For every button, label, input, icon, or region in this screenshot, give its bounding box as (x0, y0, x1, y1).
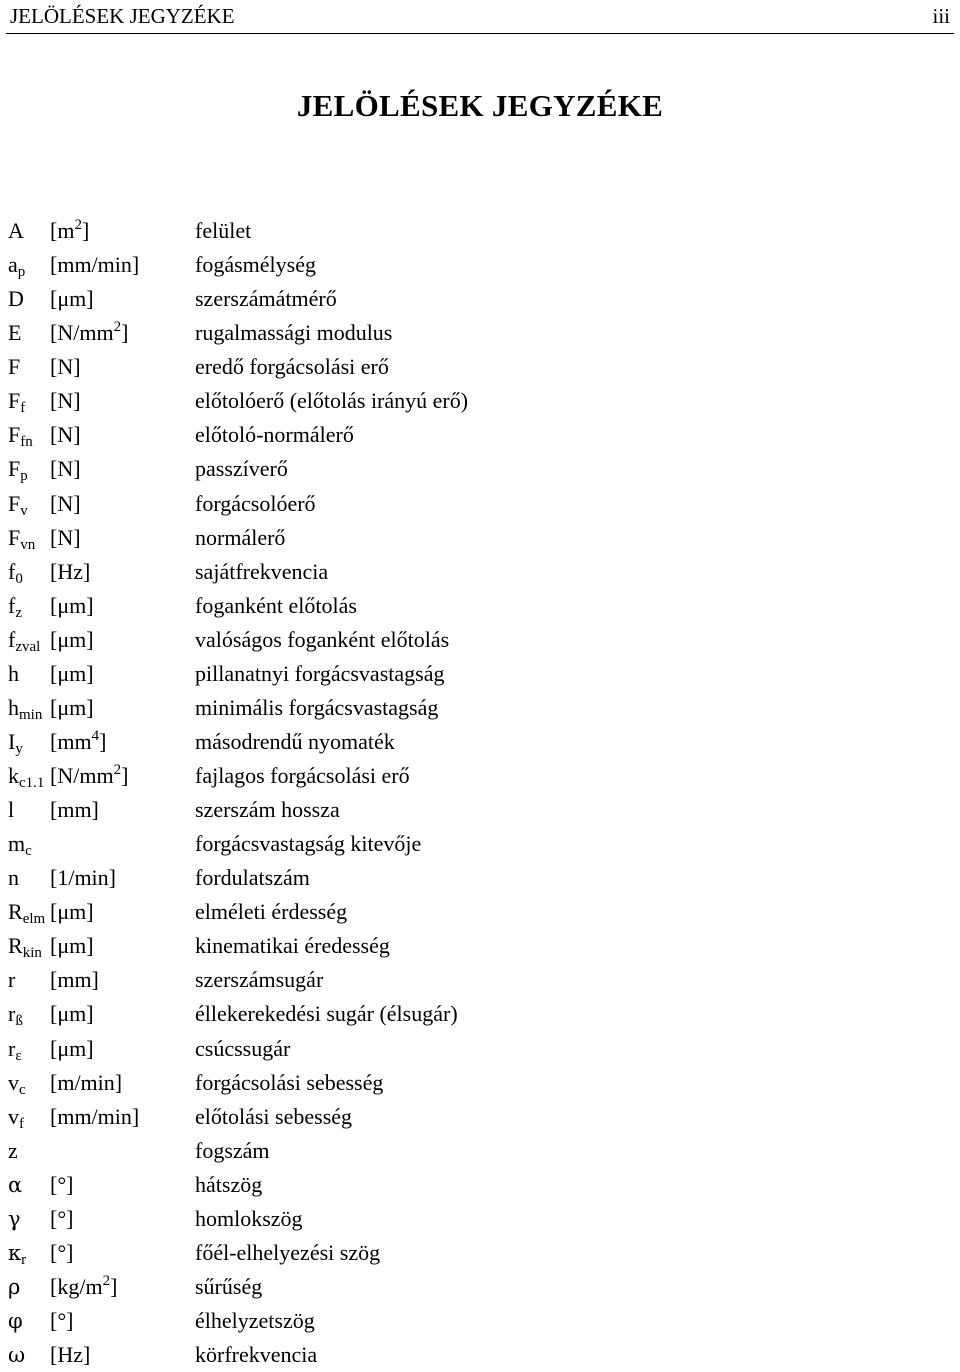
notation-symbol (8, 1100, 24, 1137)
notation-description: forgácsolási sebesség (195, 1069, 384, 1095)
symbol-base: r (8, 1035, 16, 1061)
unit-text: [N] (50, 354, 81, 380)
notation-symbol (8, 1168, 22, 1202)
notation-description: éllekerekedési sugár (élsugár) (195, 1001, 458, 1027)
running-header-title: JELÖLÉSEK JEGYZÉKE (10, 4, 235, 28)
notation-unit (50, 1168, 73, 1202)
unit-text: [μm] (50, 1001, 94, 1027)
notation-unit (50, 1236, 73, 1270)
notation-row (0, 623, 960, 657)
notation-row (0, 521, 960, 555)
notation-symbol (8, 1304, 23, 1338)
symbol-base: I (8, 728, 16, 754)
unit-text: [N] (50, 422, 81, 448)
notation-description: fordulatszám (195, 865, 310, 891)
notation-symbol (8, 418, 33, 455)
notation-description: pillanatnyi forgácsvastagság (195, 660, 445, 686)
symbol-subscript: vn (20, 536, 36, 553)
unit-text: [μm] (50, 592, 94, 618)
unit-text: [Hz] (50, 558, 91, 584)
notation-symbol (8, 997, 23, 1034)
notation-unit (50, 963, 99, 997)
symbol-base: r (8, 967, 16, 993)
notation-row (0, 895, 960, 929)
notation-symbol (8, 827, 32, 864)
unit-text: [N/mm (50, 763, 114, 788)
notation-unit (50, 282, 94, 316)
symbol-base: h (8, 660, 19, 686)
notation-row (0, 725, 960, 759)
symbol-subscript: f (20, 400, 26, 417)
unit-text: [mm] (50, 967, 99, 993)
notation-symbol (8, 793, 14, 827)
notation-description: passzíverő (195, 456, 288, 482)
notation-symbol (8, 1134, 18, 1168)
notation-description: előtolóerő (előtolás irányú erő) (195, 388, 469, 414)
unit-text: [°] (50, 1239, 74, 1265)
notation-unit (50, 1202, 73, 1236)
unit-text: [μm] (50, 660, 94, 686)
symbol-base: v (8, 1069, 19, 1095)
notation-symbol (8, 1032, 22, 1069)
notation-description: eredő forgácsolási erő (195, 354, 389, 380)
notation-row (0, 861, 960, 895)
unit-text: [mm/min] (50, 1103, 140, 1129)
notation-description: valóságos foganként előtolás (195, 626, 450, 652)
symbol-base: l (8, 797, 15, 823)
notation-unit (50, 1338, 90, 1372)
unit-text: [mm] (50, 797, 99, 823)
page-title: JELÖLÉSEK JEGYZÉKE (296, 88, 664, 123)
notation-row (0, 997, 960, 1031)
symbol-subscript: r (21, 1251, 27, 1268)
notation-unit (50, 452, 81, 486)
symbol-subscript: 0 (15, 570, 23, 587)
notation-row (0, 350, 960, 384)
notation-row (0, 793, 960, 827)
symbol-base: F (8, 456, 21, 482)
symbol-base: A (8, 218, 24, 243)
unit-text: [μm] (50, 286, 94, 312)
unit-text: [mm (50, 728, 92, 754)
symbol-base: R (8, 899, 23, 925)
notation-description: kinematikai éredesség (195, 933, 390, 959)
symbol-subscript: f (19, 1115, 24, 1132)
unit-text: [μm] (50, 694, 94, 720)
notation-symbol (8, 725, 23, 762)
notation-row (0, 248, 960, 282)
notation-row (0, 452, 960, 486)
notation-description: forgácsolóerő (195, 490, 316, 516)
notation-description: főél-elhelyezési szög (195, 1239, 381, 1265)
unit-text-end: ] (121, 320, 129, 346)
notation-symbol (8, 555, 23, 592)
notation-unit (50, 555, 90, 589)
unit-text: [μm] (50, 933, 94, 959)
unit-text: [°] (50, 1308, 74, 1333)
symbol-subscript: c (25, 843, 32, 860)
notation-symbol (8, 214, 24, 248)
notation-row (0, 1304, 960, 1338)
notation-row (0, 1100, 960, 1134)
notation-description: szerszámsugár (195, 967, 324, 993)
symbol-base: α (8, 1172, 23, 1197)
notation-row (0, 589, 960, 623)
notation-symbol (8, 1270, 20, 1304)
unit-exponent: 2 (113, 762, 122, 778)
unit-text: [μm] (50, 899, 94, 925)
notation-unit (50, 214, 89, 251)
unit-text: [N] (50, 524, 81, 550)
notation-description: szerszám hossza (195, 797, 340, 823)
notation-symbol (8, 1338, 25, 1372)
unit-exponent: 2 (74, 217, 82, 233)
unit-text: [°] (50, 1205, 74, 1231)
notation-unit (50, 350, 81, 384)
symbol-base: γ (8, 1206, 21, 1231)
notation-row (0, 214, 960, 248)
notation-symbol (8, 691, 42, 728)
notation-description: körfrekvencia (195, 1342, 318, 1368)
symbol-base: f (8, 592, 16, 618)
notation-unit (50, 725, 106, 762)
notation-symbol (8, 657, 19, 691)
symbol-base: f (8, 558, 16, 584)
symbol-base: v (8, 1103, 19, 1129)
notation-symbol (8, 1202, 21, 1236)
notation-symbol (8, 521, 35, 558)
symbol-subscript: v (20, 502, 28, 519)
symbol-subscript: z (15, 604, 22, 621)
symbol-base: F (8, 422, 21, 448)
notation-unit (50, 1032, 94, 1066)
symbol-subscript: elm (22, 911, 46, 928)
unit-text: [°] (50, 1171, 74, 1197)
unit-exponent: 2 (102, 1272, 111, 1289)
notation-symbol (8, 895, 45, 932)
symbol-base: ρ (8, 1274, 21, 1299)
symbol-subscript: min (19, 706, 43, 723)
symbol-base: F (8, 388, 21, 414)
notation-symbol (8, 1236, 26, 1273)
notation-symbol (8, 384, 25, 421)
notation-description: előtolási sebesség (195, 1103, 353, 1129)
unit-text: [Hz] (50, 1342, 91, 1368)
notation-symbol (8, 282, 24, 316)
notation-row (0, 384, 960, 418)
notation-row (0, 1236, 960, 1270)
symbol-base: a (8, 252, 18, 278)
running-header (6, 0, 954, 34)
symbol-subscript: c (19, 1081, 26, 1098)
notation-unit (50, 759, 128, 796)
notation-description: foganként előtolás (195, 592, 357, 618)
unit-text: [m/min] (50, 1069, 123, 1095)
notation-symbol (8, 623, 40, 660)
notation-row (0, 1032, 960, 1066)
notation-row (0, 282, 960, 316)
notation-symbol (8, 350, 20, 384)
notation-unit (50, 316, 128, 353)
notation-description: fajlagos forgácsolási erő (195, 763, 410, 788)
notation-unit (50, 384, 81, 418)
notation-description: felület (195, 218, 252, 243)
notation-symbol (8, 861, 19, 895)
notation-description: rugalmassági modulus (195, 320, 393, 346)
unit-exponent: 2 (113, 319, 122, 336)
symbol-base: F (8, 354, 21, 380)
notation-description: sajátfrekvencia (195, 558, 329, 584)
unit-text: [mm/min] (50, 252, 140, 278)
unit-text: [N] (50, 490, 81, 516)
symbol-subscript: ß (15, 1013, 23, 1030)
notation-symbol (8, 316, 21, 350)
unit-text-end: ] (121, 763, 129, 788)
symbol-subscript: ε (15, 1047, 22, 1064)
notation-unit (50, 657, 94, 691)
notation-description: másodrendű nyomaték (195, 728, 395, 754)
symbol-subscript: p (20, 468, 28, 485)
notation-unit (50, 997, 94, 1031)
notation-unit (50, 861, 116, 895)
notation-unit (50, 418, 81, 452)
symbol-subscript: zval (15, 638, 41, 655)
notation-unit (50, 1270, 117, 1307)
symbol-base: k (8, 763, 19, 788)
symbol-base: φ (8, 1309, 23, 1333)
symbol-subscript: fn (20, 434, 33, 451)
notation-unit (50, 248, 139, 282)
notation-unit (50, 895, 94, 929)
symbol-base: R (8, 933, 23, 959)
page-number: iii (932, 4, 950, 28)
notation-row (0, 555, 960, 589)
notation-symbol (8, 929, 42, 966)
unit-text: [1/min] (50, 865, 116, 891)
notation-unit (50, 691, 94, 725)
symbol-base: ω (8, 1343, 26, 1368)
notation-symbol (8, 452, 28, 489)
notation-unit (50, 1100, 139, 1134)
unit-text-end: ] (81, 218, 90, 243)
notation-description: előtoló-normálerő (195, 422, 354, 448)
symbol-base: E (8, 320, 22, 346)
notation-row (0, 418, 960, 452)
notation-row (0, 487, 960, 521)
notation-unit (50, 929, 94, 963)
notation-row (0, 963, 960, 997)
notation-description: normálerő (195, 524, 286, 550)
symbol-base: κ (8, 1240, 22, 1265)
notation-unit (50, 1066, 122, 1100)
notation-description: minimális forgácsvastagság (195, 694, 439, 720)
symbol-base: h (8, 694, 19, 720)
symbol-subscript: kin (22, 945, 42, 962)
notation-unit (50, 623, 94, 657)
notation-unit (50, 487, 81, 521)
symbol-subscript: p (17, 264, 26, 281)
unit-text: [m (50, 218, 75, 243)
notation-row (0, 691, 960, 725)
notation-row (0, 1134, 960, 1168)
notation-description: szerszámátmérő (195, 286, 337, 312)
notation-description: élhelyzetszög (195, 1308, 315, 1333)
unit-text: [N/mm (50, 320, 114, 346)
unit-exponent: 4 (91, 727, 100, 744)
notation-symbol (8, 589, 22, 626)
notation-list (0, 214, 960, 1372)
notation-description: csúcssugár (195, 1035, 291, 1061)
symbol-base: r (8, 1001, 16, 1027)
symbol-base: F (8, 490, 21, 516)
unit-text-end: ] (99, 728, 107, 754)
symbol-base: n (8, 865, 19, 891)
notation-description: fogszám (195, 1137, 270, 1163)
notation-row (0, 1168, 960, 1202)
notation-description: sűrűség (195, 1273, 263, 1299)
notation-symbol (8, 248, 25, 285)
symbol-base: F (8, 524, 21, 550)
notation-symbol (8, 963, 15, 997)
unit-text: [kg/m (50, 1273, 103, 1299)
notation-row (0, 759, 960, 793)
notation-symbol (8, 487, 28, 524)
notation-description: forgácsvastagság kitevője (195, 831, 422, 857)
notation-description: homlokszög (195, 1205, 303, 1231)
symbol-base: z (8, 1137, 18, 1163)
notation-row (0, 1066, 960, 1100)
symbol-base: f (8, 626, 16, 652)
notation-description: hátszög (195, 1171, 263, 1197)
notation-unit (50, 793, 99, 827)
notation-row (0, 827, 960, 861)
notation-row (0, 1270, 960, 1304)
notation-description: fogásmélység (195, 252, 316, 278)
symbol-base: m (8, 831, 26, 857)
unit-text: [μm] (50, 626, 94, 652)
unit-text: [N] (50, 388, 81, 414)
notation-row (0, 657, 960, 691)
notation-unit (50, 589, 94, 623)
symbol-subscript: c1.1 (19, 775, 45, 791)
notation-row (0, 1202, 960, 1236)
notation-row (0, 316, 960, 350)
notation-symbol (8, 1066, 26, 1103)
notation-symbol (8, 759, 44, 796)
symbol-subscript: y (15, 740, 23, 757)
unit-text: [N] (50, 456, 81, 482)
notation-unit (50, 1304, 73, 1338)
notation-unit (50, 521, 81, 555)
unit-text-end: ] (110, 1273, 118, 1299)
notation-description: elméleti érdesség (195, 899, 348, 925)
notation-row (0, 1338, 960, 1372)
unit-text: [μm] (50, 1035, 94, 1061)
notation-row (0, 929, 960, 963)
symbol-base: D (8, 286, 24, 312)
